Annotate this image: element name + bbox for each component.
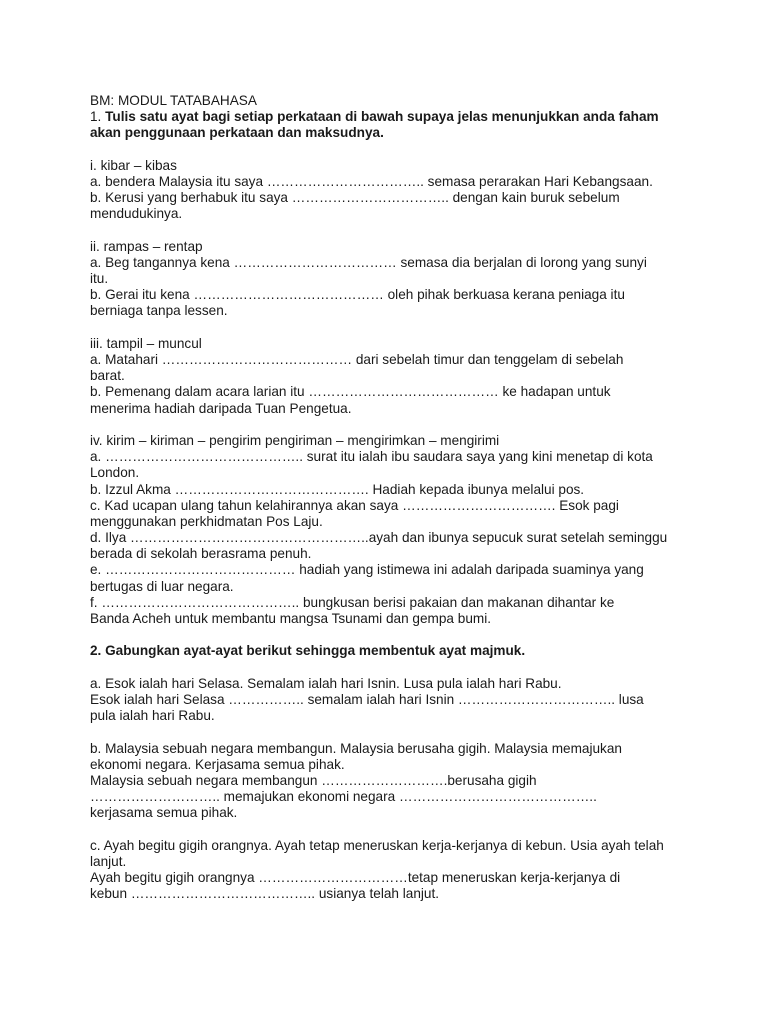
question-line: bertugas di luar negara. bbox=[90, 578, 234, 594]
question-line: b. Pemenang dalam acara larian itu …………………………………… ke hadapan untuk bbox=[90, 384, 611, 400]
question-line: a. …………………………………….. surat itu ialah ibu saudara saya yang kini menetap di kota bbox=[90, 449, 653, 465]
section-1-number: 1. bbox=[90, 109, 102, 125]
exercise-line: ……………………….. memajukan ekonomi negara …………………………………….. bbox=[90, 789, 597, 805]
exercise-group-a bbox=[90, 676, 690, 725]
exercise-line: kerjasama semua pihak. bbox=[90, 805, 238, 821]
question-line: menerima hadiah daripada Tuan Pengetua. bbox=[90, 400, 352, 416]
question-line: ii. rampas – rentap bbox=[90, 238, 203, 254]
question-line: menggunakan perkhidmatan Pos Laju. bbox=[90, 513, 323, 529]
question-line: London. bbox=[90, 465, 140, 481]
exercise-line: Ayah begitu gigih orangnya ……………………………tetap meneruskan kerja-kerjanya di bbox=[90, 870, 621, 885]
question-line: a. Beg tangannya kena ……………………………… semasa dia berjalan di lorong yang sunyi bbox=[90, 254, 647, 270]
question-group-iii bbox=[90, 336, 690, 417]
section-1-instruction bbox=[90, 109, 690, 141]
instruction-line-2: akan penggunaan perkataan dan maksudnya. bbox=[90, 125, 384, 141]
question-group-i bbox=[90, 158, 690, 223]
question-group-ii bbox=[90, 239, 690, 320]
exercise-group-c bbox=[90, 838, 690, 903]
exercise-group-b bbox=[90, 741, 690, 822]
question-line: d. Ilya ……………………………………………..ayah dan ibunya sepucuk surat setelah seminggu bbox=[90, 530, 668, 546]
page-title: BM: MODUL TATABAHASA bbox=[90, 93, 257, 108]
question-line: berniaga tanpa lessen. bbox=[90, 303, 228, 319]
exercise-line: c. Ayah begitu gigih orangnya. Ayah tetap meneruskan kerja-kerjanya di kebun. Usia ayah telah bbox=[90, 837, 664, 853]
question-line: barat. bbox=[90, 368, 125, 384]
question-line: e. …………………………………… hadiah yang istimewa ini adalah daripada suaminya yang bbox=[90, 562, 644, 578]
question-line: iii. tampil – muncul bbox=[90, 335, 202, 351]
exercise-line: lanjut. bbox=[90, 853, 127, 869]
question-line: itu. bbox=[90, 271, 109, 287]
instruction-text-1: Tulis satu ayat bagi setiap perkataan di bawah supaya jelas menunjukkan anda faham bbox=[105, 109, 659, 125]
exercise-line: Esok ialah hari Selasa …………….. semalam ialah hari Isnin …………………………….. lusa bbox=[90, 691, 644, 707]
question-line: b. Izzul Akma ……………………………………. Hadiah kepada ibunya melalui pos. bbox=[90, 481, 585, 497]
question-group-iv bbox=[90, 433, 690, 627]
question-line: a. Matahari …………………………………… dari sebelah timur dan tenggelam di sebelah bbox=[90, 352, 624, 367]
question-line: berada di sekolah berasrama penuh. bbox=[90, 546, 312, 562]
exercise-line: kebun ………………………………….. usianya telah lanjut. bbox=[90, 886, 440, 902]
exercise-line: Malaysia sebuah negara membangun ……………………….berusaha gigih bbox=[90, 772, 537, 788]
instruction-line-1 bbox=[90, 109, 690, 125]
exercise-line: b. Malaysia sebuah negara membangun. Malaysia berusaha gigih. Malaysia memajukan bbox=[90, 740, 622, 756]
question-line: b. Gerai itu kena …………………………………… oleh pihak berkuasa kerana peniaga itu bbox=[90, 287, 625, 303]
question-line: mendudukinya. bbox=[90, 206, 183, 222]
question-line: Banda Acheh untuk membantu mangsa Tsunami dan gempa bumi. bbox=[90, 611, 492, 626]
question-line: a. bendera Malaysia itu saya …………………………….. semasa perarakan Hari Kebangsaan. bbox=[90, 173, 653, 189]
exercise-line: pula ialah hari Rabu. bbox=[90, 708, 215, 724]
question-line: c. Kad ucapan ulang tahun kelahirannya akan saya ……………………………. Esok pagi bbox=[90, 497, 619, 513]
question-line: iv. kirim – kiriman – pengirim pengiriman – mengirimkan – mengirimi bbox=[90, 432, 500, 448]
question-line: f. …………………………………….. bungkusan berisi pakaian dan makanan dihantar ke bbox=[90, 594, 615, 610]
worksheet-page bbox=[90, 93, 690, 902]
section-2-heading: 2. Gabungkan ayat-ayat berikut sehingga membentuk ayat majmuk. bbox=[90, 643, 526, 659]
exercise-line: ekonomi negara. Kerjasama semua pihak. bbox=[90, 756, 345, 772]
question-line: b. Kerusi yang berhabuk itu saya …………………………….. dengan kain buruk sebelum bbox=[90, 190, 620, 206]
exercise-line: a. Esok ialah hari Selasa. Semalam ialah hari Isnin. Lusa pula ialah hari Rabu. bbox=[90, 675, 562, 691]
question-line: i. kibar – kibas bbox=[90, 157, 177, 173]
